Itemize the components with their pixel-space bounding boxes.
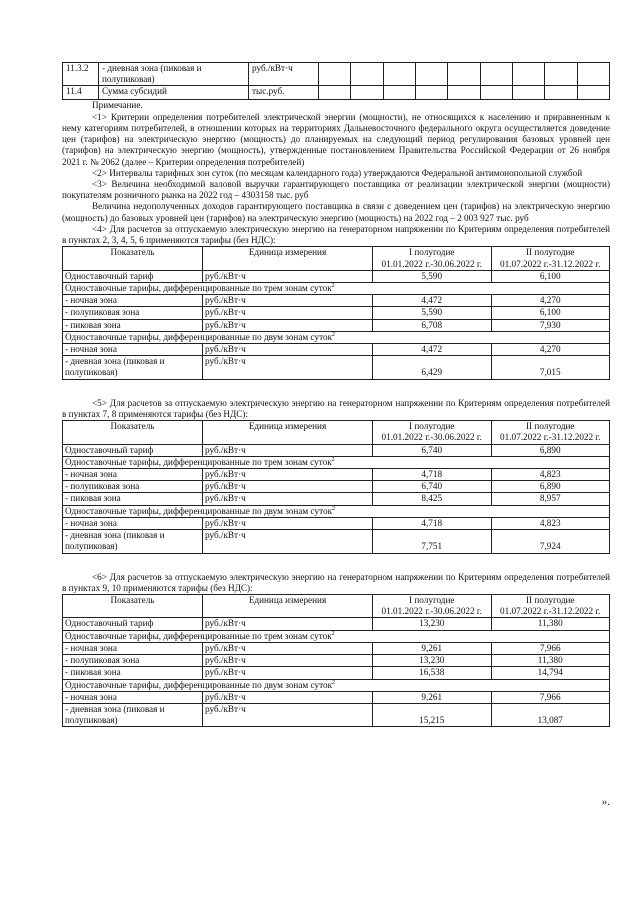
table-row-single: Одноставочный тариф руб./кВт·ч 13,230 11,380 bbox=[63, 618, 610, 630]
table-row-night: - ночная зона руб./кВт·ч 4,472 4,270 bbox=[63, 344, 610, 356]
tariff-intro-text: <5> Для расчетов за отпускаемую электрическую энергию на генераторном напряжении по Критериям определения потребителей в пунктах 7, 8 применяются тарифы (без НДС): bbox=[62, 397, 610, 419]
table-row-night: - ночная зона руб./кВт·ч 4,472 4,270 bbox=[63, 295, 610, 307]
header-half2: II полугодие 01.07.2022 г.-31.12.2022 г. bbox=[491, 421, 610, 444]
tariff-table bbox=[62, 594, 610, 727]
table-row-single: Одноставочный тариф руб./кВт·ч 5,590 6,100 bbox=[63, 270, 610, 282]
note-2: <2> Интервалы тарифных зон суток (по месяцам календарного года) утверждаются Федеральной антимонопольной службой bbox=[92, 167, 583, 178]
header-indicator: Показатель bbox=[63, 247, 203, 270]
table-row-three-zones-heading: Одноставочные тарифы, дифференцированные по трем зонам суток$^2$ bbox=[63, 282, 610, 294]
header-indicator: Показатель bbox=[63, 421, 203, 444]
table-row-night: - ночная зона руб./кВт·ч 4,718 4,823 bbox=[63, 469, 610, 481]
table-row bbox=[63, 63, 610, 86]
closing-mark: ». bbox=[601, 795, 610, 808]
row-unit: тыс.руб. bbox=[249, 86, 319, 100]
table-row-semi-peak: - полупиковая зона руб./кВт·ч 6,740 6,890 bbox=[63, 481, 610, 493]
tariff-intro bbox=[62, 398, 610, 420]
note-3: <3> Величина необходимой валовой выручки гарантирующего поставщика от реализации электрической энергии (мощности) покупателям розничного рынка на 2022 год – 4303158 тыс. руб bbox=[62, 178, 610, 201]
header-unit: Единица измерения bbox=[203, 421, 373, 444]
tariff-table bbox=[62, 420, 610, 553]
table-row-three-zones-heading: Одноставочные тарифы, дифференцированные по трем зонам суток$^2$ bbox=[63, 456, 610, 468]
row-unit: руб./кВт·ч bbox=[249, 63, 319, 86]
table-row-two-zones-heading: Одноставочные тарифы, дифференцированные по двум зонам суток$^2$ bbox=[63, 679, 610, 691]
table-row-night: - ночная зона руб./кВт·ч 9,261 7,966 bbox=[63, 691, 610, 703]
tariff-block bbox=[62, 224, 610, 380]
table-row bbox=[63, 86, 610, 100]
header-half1: I полугодие 01.01.2022 г.-30.06.2022 г. bbox=[373, 421, 492, 444]
table-row-single: Одноставочный тариф руб./кВт·ч 6,740 6,890 bbox=[63, 444, 610, 456]
table-row-semi-peak: - полупиковая зона руб./кВт·ч 5,590 6,100 bbox=[63, 307, 610, 319]
notes-title: Примечание. bbox=[92, 100, 143, 111]
note-1: <1> Критерии определения потребителей электрической энергии (мощности), не относящихся к населению и приравненным к нему категориям потребителей, в отношении которых на территориях Дальневосточного федерального округа осуществляется доведение цен (тарифов) на электрическую энергию (мощность) до планируемых на следующий период регулирования базовых уровней цен (тарифов) на электрическую энергию (мощность), утвержденные постановлением Правительства Российской Федерации от 26 ноября 2021 г. № 2062 (далее – Критерии определения потребителей) bbox=[62, 111, 610, 167]
row-name: - дневная зона (пиковая и полупиковая) bbox=[99, 63, 249, 86]
header-unit: Единица измерения bbox=[203, 247, 373, 270]
subsidy-table-fragment bbox=[62, 62, 610, 100]
header-half1: I полугодие 01.01.2022 г.-30.06.2022 г. bbox=[373, 594, 492, 617]
table-row-peak: - пиковая зона руб./кВт·ч 8,425 8,957 bbox=[63, 493, 610, 505]
table-header-row bbox=[63, 247, 610, 270]
note-lost-income: Величина недополученных доходов гарантирующего поставщика в связи с доведением цен (тарифов) на электрическую энергию (мощность) до базовых уровней цен (тарифов) на электрическую энергию (мощность) на 2022 год – 2 003 927 тыс. руб bbox=[62, 201, 610, 223]
tariff-intro bbox=[62, 572, 610, 594]
tariff-table bbox=[62, 246, 610, 379]
spacer bbox=[62, 382, 610, 398]
table-row-night: - ночная зона руб./кВт·ч 9,261 7,966 bbox=[63, 642, 610, 654]
tariff-block bbox=[62, 572, 610, 728]
table-row-two-zones-heading: Одноставочные тарифы, дифференцированные по двум зонам суток$^2$ bbox=[63, 505, 610, 517]
tariff-intro-text: <4> Для расчетов за отпускаемую электрическую энергию на генераторном напряжении по Критериям определения потребителей в пунктах 2, 3, 4, 5, 6 применяются тарифы (без НДС): bbox=[62, 223, 610, 246]
table-header-row bbox=[63, 594, 610, 617]
notes-section bbox=[62, 100, 610, 223]
spacer bbox=[62, 556, 610, 572]
tariff-block bbox=[62, 398, 610, 554]
document-page bbox=[62, 62, 610, 729]
table-row-night: - ночная зона руб./кВт·ч 4,718 4,823 bbox=[63, 517, 610, 529]
header-half2: II полугодие 01.07.2022 г.-31.12.2022 г. bbox=[491, 247, 610, 270]
header-indicator: Показатель bbox=[63, 594, 203, 617]
table-row-two-zones-heading: Одноставочные тарифы, дифференцированные по двум зонам суток$^2$ bbox=[63, 331, 610, 343]
table-row-peak: - пиковая зона руб./кВт·ч 16,538 14,794 bbox=[63, 667, 610, 679]
tariff-intro bbox=[62, 224, 610, 246]
row-number: 11.4 bbox=[63, 86, 99, 100]
table-row-day: - дневная зона (пиковая и полупиковая) руб./кВт·ч 15,215 13,087 bbox=[63, 703, 610, 726]
tariff-intro-text: <6> Для расчетов за отпускаемую электрическую энергию на генераторном напряжении по Критериям определения потребителей в пунктах 9, 10 применяются тарифы (без НДС): bbox=[62, 571, 610, 593]
table-row-day: - дневная зона (пиковая и полупиковая) руб./кВт·ч 7,751 7,924 bbox=[63, 530, 610, 553]
table-row-peak: - пиковая зона руб./кВт·ч 6,708 7,930 bbox=[63, 319, 610, 331]
row-name: Сумма субсидий bbox=[99, 86, 249, 100]
table-header-row bbox=[63, 421, 610, 444]
header-half2: II полугодие 01.07.2022 г.-31.12.2022 г. bbox=[491, 594, 610, 617]
row-number: 11.3.2 bbox=[63, 63, 99, 86]
header-half1: I полугодие 01.01.2022 г.-30.06.2022 г. bbox=[373, 247, 492, 270]
table-row-semi-peak: - полупиковая зона руб./кВт·ч 13,230 11,380 bbox=[63, 655, 610, 667]
table-row-day: - дневная зона (пиковая и полупиковая) руб./кВт·ч 6,429 7,015 bbox=[63, 356, 610, 379]
tariff-tables bbox=[62, 224, 610, 728]
header-unit: Единица измерения bbox=[203, 594, 373, 617]
table-row-three-zones-heading: Одноставочные тарифы, дифференцированные по трем зонам суток$^2$ bbox=[63, 630, 610, 642]
